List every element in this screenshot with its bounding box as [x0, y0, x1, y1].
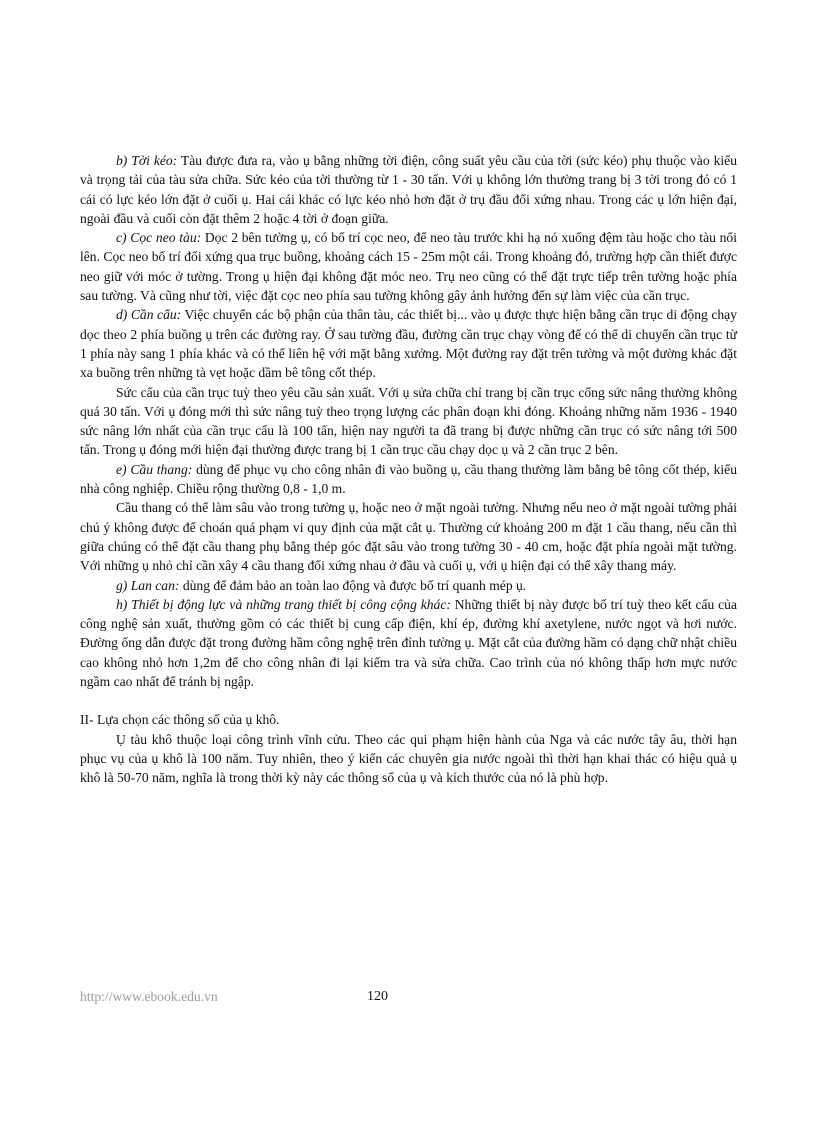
paragraph-text: Sức cẩu của cần trục tuỳ theo yêu cầu sản xuất. Với ụ sửa chữa chỉ trang bị cần trục cổng sức nâng thường không quá 30 tấn. Với ụ đóng mới thì sức nâng tuỳ theo trọng lượng các phân đoạn khi đóng. Khoảng những năm 1936 - 1940 sức nâng lớn nhất của cần trục cẩu là 100 tấn, hiện nay người ta đã trang bị được những cần trục có sức nâng tới 500 tấn. Trong ụ đóng mới hiện đại thường được trang bị 1 cần trục cầu chạy dọc ụ và 2 cần trục 2 bên.	[80, 384, 737, 458]
paragraph-text: dùng để đảm bảo an toàn lao động và được bố trí quanh mép ụ.	[179, 577, 527, 593]
paragraph-lead: h) Thiết bị động lực và những trang thiết bị công cộng khác:	[116, 596, 451, 612]
section-heading: II- Lựa chọn các thông số của ụ khô.	[80, 712, 280, 728]
paragraph-text: Tàu được đưa ra, vào ụ bằng những tời điện, công suất yêu cầu của tời (sức kéo) phụ thuộc vào kiểu và trọng tải của tàu sửa chữa. Sức kéo của tời thường từ 1 - 30 tấn. Với ụ không lớn thường trang bị 3 tời trong đó có 1 cái có lực kéo lớn đặt ở cuối ụ. Hai cái khác có lực kéo nhỏ hơn đặt ở trụ đầu đối xứng nhau. Trong các ụ lớn hiện đại, ngoài đầu và cuối còn đặt thêm 2 hoặc 4 tời ở đoạn giữa.	[80, 153, 737, 226]
paragraph-cau-thang-detail	[80, 498, 737, 575]
footer-link[interactable]: http://www.ebook.edu.vn	[80, 989, 218, 1004]
paragraph-lead: d) Cần cẩu:	[116, 307, 182, 323]
paragraph-lead: g) Lan can:	[116, 577, 180, 593]
document-body	[80, 151, 737, 788]
page-number: 120	[367, 989, 388, 1004]
paragraph-can-cau	[80, 305, 737, 382]
paragraph-cau-thang	[80, 460, 737, 499]
paragraph-coc-neo-tau	[80, 228, 737, 305]
paragraph-text: Dọc 2 bên tường ụ, có bố trí cọc neo, để neo tàu trước khi hạ nó xuống đệm tàu hoặc cho tàu nổi lên. Cọc neo bố trí đối xứng qua trục buồng, khoảng cách 15 - 25m một cái. Trong khoảng đó, trường hợp cần thiết được neo giữ với móc ở tường. Trong ụ hiện đại không đặt móc neo. Trụ neo cũng có thể đặt trực tiếp trên tường hoặc phía sau tường. Và cũng như tời, việc đặt cọc neo phía sau tường không gây ảnh hưởng đến sự làm việc của cần trục.	[80, 230, 737, 304]
paragraph-text: Cầu thang có thể làm sâu vào trong tường ụ, hoặc neo ở mặt ngoài tường. Nhưng nếu neo ở mặt ngoài tường phải chú ý không được để choán quá phạm vi quy định của mặt cắt ụ. Thường cứ khoảng 200 m đặt 1 cầu thang, nếu cần thì giữa chúng có thể đặt cầu thang phụ bằng thép góc đặt sâu vào trong tường 30 - 40 cm, hoặc đặt phía ngoài mặt tường. Với những ụ nhỏ chỉ cần xây 4 cầu thang đối xứng nhau ở đầu và cuối ụ, với ụ hiện đại có thể xây thang máy.	[80, 500, 737, 574]
paragraph-toi-keo	[80, 151, 737, 228]
paragraph-lead: e) Cầu thang:	[116, 461, 193, 477]
paragraph-thiet-bi-dong-luc	[80, 595, 737, 691]
paragraph-lan-can	[80, 576, 737, 595]
section-body: Ụ tàu khô thuộc loại công trình vĩnh cửu. Theo các qui phạm hiện hành của Nga và các nước tây âu, thời hạn phục vụ của ụ khô là 100 năm. Tuy nhiên, theo ý kiến các chuyên gia nước ngoài thì thời hạn khai thác có hiệu quả ụ khô là 50-70 năm, nghĩa là trong thời kỳ này các thông số của ụ và kích thước của nó là phù hợp.	[80, 731, 737, 786]
paragraph-text: Những thiết bị này được bố trí tuỳ theo kết cấu của công nghệ sản xuất, thường gồm có các thiết bị cung cấp điện, khí ép, đường khí axetylene, nước ngọt và hơi nước. Đường ống dẫn được đặt trong đường hầm công nghệ trên đỉnh tường ụ. Mặt cắt của đường hầm có dạng chữ nhật chiều cao không nhỏ hơn 1,2m để cho công nhân đi lại kiểm tra và sửa chữa. Cao trình của nó không thấp hơn mực nước ngầm cao nhất để tránh bị ngập.	[80, 596, 737, 690]
paragraph-lead: c) Cọc neo tàu:	[116, 230, 202, 246]
paragraph-lead: b) Tời kéo:	[116, 153, 178, 168]
paragraph-suc-cau	[80, 383, 737, 460]
paragraph-text: Việc chuyển các bộ phận của thân tàu, các thiết bị... vào ụ được thực hiện bằng cần trục di động chạy dọc theo 2 phía buồng ụ trên các đường ray. Ở sau tường đầu, đường cần trục chạy vòng để có thể di chuyển cần trục từ 1 phía này sang 1 phía khác và có thể liên hệ với mặt bằng xưởng. Một đường ray đặt trên tường và một đường khác đặt xa buồng trên những tà vẹt hoặc dầm bê tông cốt thép.	[80, 307, 737, 381]
paragraph-text: dùng để phục vụ cho công nhân đi vào buồng ụ, cầu thang thường làm bằng bê tông cốt thép, kiểu nhà công nghiệp. Chiều rộng thường 0,8 - 1,0 m.	[80, 461, 737, 497]
